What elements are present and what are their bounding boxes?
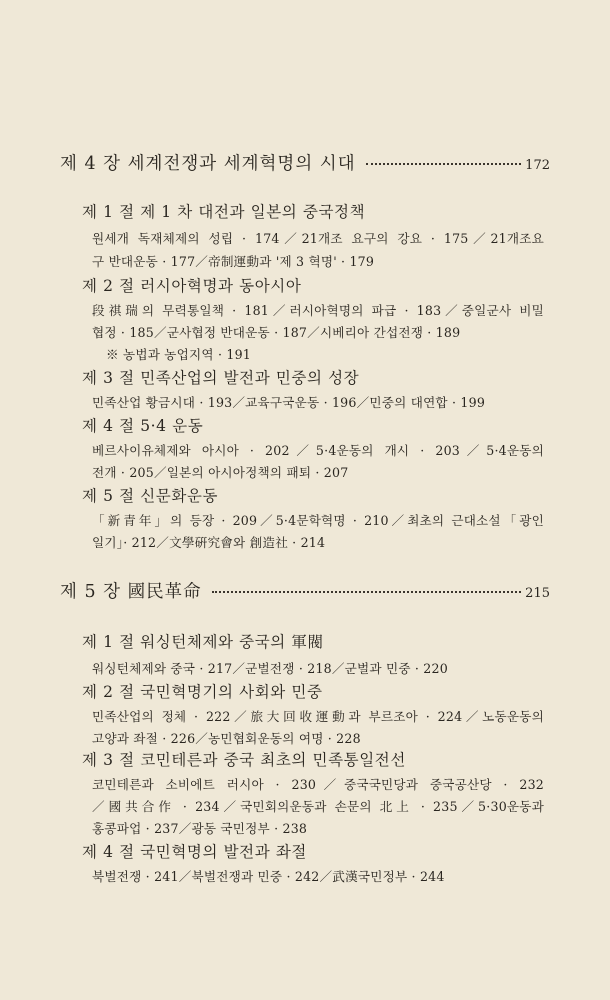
section-line: 段祺瑞의 무력통일책 · 181／러시아혁명의 파급 · 183／중일군사 비밀 [92,303,544,318]
section-line: 민족산업 황금시대 · 193／교육구국운동 · 196／민중의 대연합 · 199 [92,395,486,410]
chapter-title: 제 5 장 國民革命 [60,582,202,602]
section-heading: 제 4 절 국민혁명의 발전과 좌절 [82,843,307,861]
section-line: 원세개 독재체제의 성립 · 174／21개조 요구의 강요 · 175／21개조요 [92,231,544,246]
section-line: 고양과 좌절 · 226／농민협회운동의 여명 · 228 [92,731,361,746]
section-line: ※ 농법과 농업지역 · 191 [106,347,252,362]
section-line: 일기」· 212／文學硏究會와 創造社 · 214 [92,535,326,550]
section-line: 북벌전쟁 · 241／북벌전쟁과 민중 · 242／武漢국민정부 · 244 [92,869,445,884]
chapter-title: 제 4 장 세계전쟁과 세계혁명의 시대 [60,154,356,174]
section-heading: 제 1 절 제 1 차 대전과 일본의 중국정책 [82,203,366,221]
section-heading: 제 3 절 민족산업의 발전과 민중의 성장 [82,369,360,387]
section-heading: 제 1 절 워싱턴체제와 중국의 軍閥 [82,633,324,651]
chapter-page-number: 215 [525,586,550,601]
section-heading: 제 2 절 러시아혁명과 동아시아 [82,277,302,295]
chapter-heading [60,150,550,175]
section-heading: 제 3 절 코민테른과 중국 최초의 민족통일전선 [82,751,406,769]
chapter-page-number: 172 [525,158,550,173]
section-heading: 제 2 절 국민혁명기의 사회와 민중 [82,683,323,701]
dot-leader [212,591,522,593]
section-line: 코민테른과 소비에트 러시아 · 230／중국국민당과 중국공산당 · 232 [92,777,544,792]
section-line: 베르사이유체제와 아시아 · 202／5·4운동의 개시 · 203／5·4운동의 [92,443,544,458]
section-heading: 제 5 절 신문화운동 [82,487,219,505]
section-line: 협정 · 185／군사협정 반대운동 · 187／시베리아 간섭전쟁 · 189 [92,325,461,340]
section-line: 전개 · 205／일본의 아시아정책의 패퇴 · 207 [92,465,349,480]
section-line: ／國共合作 · 234／국민회의운동과 손문의 北上 · 235／5·30운동과 [92,799,544,814]
section-line: 「新青年」의 등장 · 209／5·4문학혁명 · 210／최초의 근대소설「광인 [92,513,544,528]
section-line: 워싱턴체제와 중국 · 217／군벌전쟁 · 218／군벌과 민중 · 220 [92,661,448,676]
dot-leader [366,163,522,165]
section-line: 홍콩파업 · 237／광동 국민정부 · 238 [92,821,308,836]
section-line: 구 반대운동 · 177／帝制運動과 '제 3 혁명' · 179 [92,254,375,269]
chapter-heading [60,578,550,603]
section-heading: 제 4 절 5·4 운동 [82,417,204,435]
section-line: 민족산업의 정체 · 222／旅大回收運動과 부르조아 · 224／노동운동의 [92,709,544,724]
